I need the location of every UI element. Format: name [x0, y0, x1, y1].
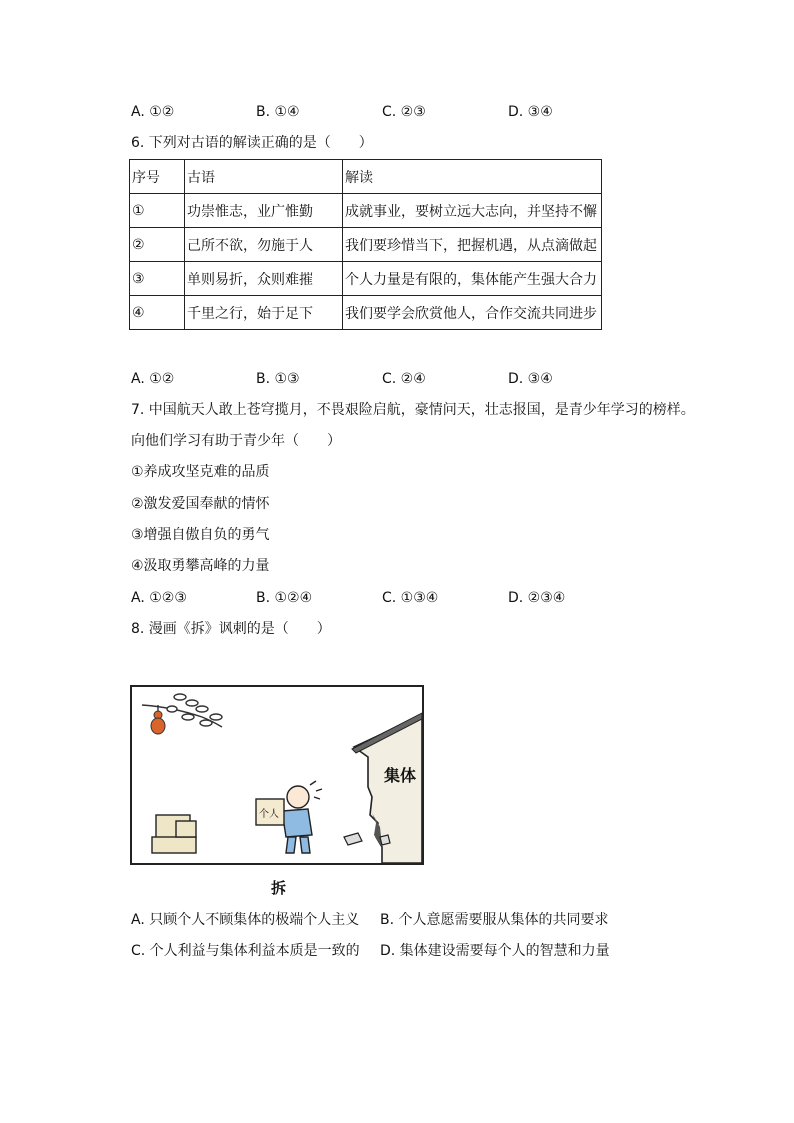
table-cell: 功崇惟志，业广惟勤	[185, 194, 343, 228]
table-cell: 单则易折，众则难摧	[185, 262, 343, 296]
table-cell: ②	[130, 228, 185, 262]
brick-pile	[152, 815, 196, 853]
q6-stem: 6. 下列对古语的解读正确的是（ ）	[131, 135, 373, 151]
building-label: 集体	[384, 766, 417, 785]
table-cell: 个人力量是有限的，集体能产生强大合力	[343, 262, 602, 296]
table-header-row	[130, 160, 602, 194]
q7-option-b[interactable]: B. ①②④	[256, 590, 313, 606]
q5-option-b[interactable]: B. ①④	[256, 104, 300, 120]
table-header-cell: 序号	[130, 160, 185, 194]
q6-option-d[interactable]: D. ③④	[508, 371, 553, 387]
table-cell: 我们要珍惜当下，把握机遇，从点滴做起	[343, 228, 602, 262]
q8-option-d[interactable]: D. 集体建设需要每个人的智慧和力量	[380, 943, 610, 959]
q8-stem: 8. 漫画《拆》讽刺的是（ ）	[131, 621, 331, 637]
q7-item-2: ②激发爱国奉献的情怀	[131, 496, 270, 512]
q7-option-c[interactable]: C. ①③④	[382, 590, 439, 606]
q7-item-3: ③增强自傲自负的勇气	[131, 527, 270, 543]
q7-item-1: ①养成攻坚克难的品质	[131, 464, 270, 480]
q5-options	[131, 102, 691, 122]
table-cell: ③	[130, 262, 185, 296]
cartoon-caption: 拆	[271, 879, 287, 897]
table-header-cell: 古语	[185, 160, 343, 194]
table-cell: 我们要学会欣赏他人，合作交流共同进步	[343, 296, 602, 330]
table-header-cell: 解读	[343, 160, 602, 194]
q7-item-4: ④汲取勇攀高峰的力量	[131, 558, 270, 574]
q8-option-a[interactable]: A. 只顾个人不顾集体的极端个人主义	[131, 912, 360, 928]
table-row	[130, 262, 602, 296]
table-cell: 成就事业，要树立远大志向，并坚持不懈	[343, 194, 602, 228]
q6-table	[129, 159, 602, 330]
q7-option-a[interactable]: A. ①②③	[131, 590, 187, 606]
q8-cartoon	[130, 685, 424, 865]
q5-option-c[interactable]: C. ②③	[382, 104, 426, 120]
q7-option-d[interactable]: D. ②③④	[508, 590, 566, 606]
person-illustration	[282, 781, 322, 853]
gourd-illustration	[151, 711, 165, 734]
q6-option-b[interactable]: B. ①③	[256, 371, 300, 387]
q5-option-a[interactable]: A. ①②	[131, 104, 175, 120]
table-row	[130, 296, 602, 330]
q7-stem-line2: 向他们学习有助于青少年（ ）	[131, 433, 341, 449]
q7-stem-line1: 7. 中国航天人敢上苍穹揽月，不畏艰险启航，豪情问天，壮志报国，是青少年学习的榜样。	[131, 402, 695, 418]
table-row	[130, 194, 602, 228]
table-cell: 千里之行，始于足下	[185, 296, 343, 330]
table-cell: ①	[130, 194, 185, 228]
q6-option-c[interactable]: C. ②④	[382, 371, 426, 387]
q7-options	[131, 588, 691, 608]
q5-option-d[interactable]: D. ③④	[508, 104, 553, 120]
box-label: 个人	[259, 809, 279, 820]
q8-option-b[interactable]: B. 个人意愿需要服从集体的共同要求	[380, 912, 609, 928]
q6-options	[131, 369, 691, 389]
table-cell: ④	[130, 296, 185, 330]
table-row	[130, 228, 602, 262]
table-cell: 己所不欲，勿施于人	[185, 228, 343, 262]
q8-option-c[interactable]: C. 个人利益与集体利益本质是一致的	[131, 943, 360, 959]
q6-option-a[interactable]: A. ①②	[131, 371, 175, 387]
